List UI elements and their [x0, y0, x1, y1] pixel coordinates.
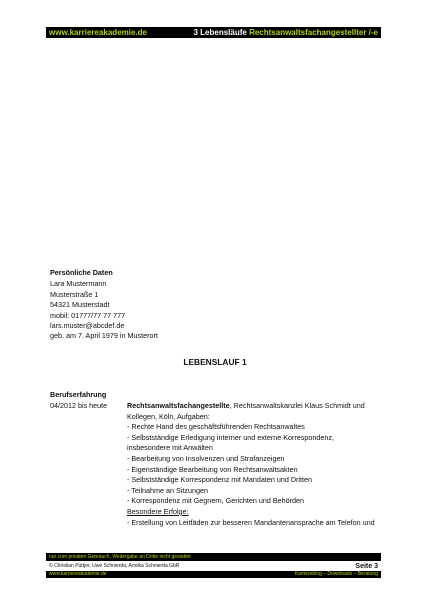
experience-line: - Bearbeitung von Insolvenzen und Strafanzeigen [127, 453, 285, 463]
header-title-prefix: 3 Lebensläufe [193, 28, 250, 37]
personal-name: Lara Mustermann [50, 279, 107, 289]
footer-links[interactable]: Karriereblog – Downloads – Beratung [294, 571, 378, 577]
personal-data-block [50, 268, 158, 342]
header-title [193, 27, 378, 38]
header-bar [46, 27, 381, 38]
experience-role: Rechtsanwaltsfachangestellte [127, 401, 230, 410]
experience-line: - Selbstständige Erledigung interner und externe Korrespondenz, [127, 432, 334, 442]
footer-notice: nur zum privaten Gebrauch, Weitergabe an Dritte nicht gestattet [49, 554, 191, 560]
footer-info-row [46, 562, 381, 571]
footer-site-link[interactable]: www.karriereakademie.de [49, 571, 107, 577]
header-title-accent: Rechtsanwaltsfachangestellter /-e [249, 28, 378, 37]
footer-notice-bar [46, 553, 381, 561]
successes-label: Besondere Erfolge: [127, 506, 189, 516]
experience-line: Kollegen, Köln, Aufgaben: [127, 411, 210, 421]
experience-date: 04/2012 bis heute [50, 401, 108, 410]
personal-email: lars.muster@abcdef.de [50, 321, 125, 331]
experience-body [127, 401, 381, 528]
experience-heading: Berufserfahrung [50, 390, 107, 399]
experience-line: - Selbstständige Korrespondenz mit Mandaten und Dritten [127, 475, 312, 485]
personal-mobile: mobil: 01777/77 77 777 [50, 310, 126, 320]
footer-links-bar [46, 571, 381, 578]
experience-role-line [127, 401, 381, 412]
success-line: - Erstellung von Leitfäden zur besseren Mandantenansprache am Telefon und [127, 517, 375, 527]
personal-street: Musterstraße 1 [50, 289, 99, 299]
personal-birth: geb. am 7. April 1979 in Musterort [50, 331, 158, 341]
experience-line: insbesondere mit Anwälten [127, 443, 213, 453]
experience-line: - Teilnahme an Sitzungen [127, 485, 208, 495]
experience-line: - Eigenständige Bearbeitung von Rechtsanwaltsakten [127, 464, 298, 474]
personal-data-label: Persönliche Daten [50, 268, 113, 277]
footer-copyright: © Christian Püttjer, Uwe Schnierda, Annika Schnierda GbR [49, 563, 180, 569]
personal-city: 54321 Musterstadt [50, 300, 110, 310]
experience-employer: , Rechtsanwaltskanzlei Klaus Schmidt und [229, 401, 365, 410]
experience-line: - Korrespondenz mit Gegnern, Gerichten und Behörden [127, 496, 304, 506]
cv-title: LEBENSLAUF 1 [183, 357, 247, 367]
page-number: Seite 3 [355, 563, 378, 570]
header-site-link[interactable]: www.karriereakademie.de [49, 28, 147, 37]
experience-line: - Rechte Hand des geschäftsführenden Rechtsanwaltes [127, 422, 305, 432]
